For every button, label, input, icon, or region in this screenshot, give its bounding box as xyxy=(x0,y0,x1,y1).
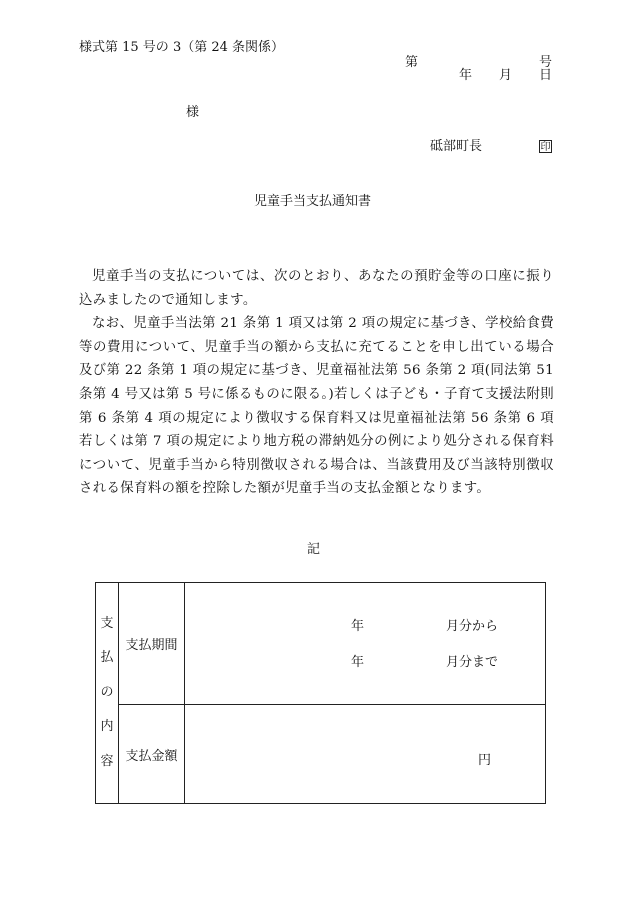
section-char: の xyxy=(100,684,114,700)
ki-heading: 記 xyxy=(307,542,321,557)
date-month: 月 xyxy=(499,68,513,83)
period-to-month: 月分まで xyxy=(446,655,499,670)
body-text xyxy=(79,265,554,501)
issue-no-suffix: 号 xyxy=(539,55,553,70)
seal-mark xyxy=(539,140,552,153)
amount-label: 支払金額 xyxy=(119,705,185,804)
period-to-year: 年 xyxy=(351,655,365,670)
section-char: 払 xyxy=(100,650,114,666)
period-value-cell[interactable] xyxy=(185,583,546,705)
document-title: 児童手当支払通知書 xyxy=(254,194,372,209)
amount-value-cell[interactable] xyxy=(185,705,546,804)
section-label-cell xyxy=(96,583,119,804)
section-char: 容 xyxy=(100,753,114,769)
period-from-month: 月分から xyxy=(446,619,499,634)
period-from-year: 年 xyxy=(351,619,365,634)
payment-table xyxy=(95,582,546,804)
sender-name: 砥部町長 xyxy=(430,139,483,154)
amount-unit: 円 xyxy=(478,753,492,768)
issue-no-prefix: 第 xyxy=(405,55,419,70)
section-char: 内 xyxy=(100,719,114,735)
date-day: 日 xyxy=(539,68,553,83)
section-char: 支 xyxy=(100,615,114,631)
body-paragraph-1: 児童手当の支払については、次のとおり、あなたの預貯金等の口座に振り込みましたので通知します。 xyxy=(79,269,554,308)
form-number: 様式第 15 号の 3（第 24 条関係） xyxy=(79,40,285,55)
addressee-suffix: 様 xyxy=(186,105,200,120)
date-year: 年 xyxy=(459,68,473,83)
seal-icon: 印 xyxy=(540,142,551,153)
body-paragraph-2: なお、児童手当法第 21 条第 1 項又は第 2 項の規定に基づき、学校給食費等の費用について、児童手当の額から支払に充てることを申し出ている場合及び第 22 条第 1 項の規定に基づき、児童福祉法第 56 条第 2 項(同法第 51 条第 4 号又は第 5 号に係るものに限る。)若しくは子ども・子育て支援法附則第 6 条第 4 項の規定により徴収する保育料又は児童福祉法第 56 条第 6 項若しくは第 7 項の規定により地方税の滞納処分の例により処分される保育料について、児童手当から特別徴収される場合は、当該費用及び当該特別徴収される保育料の額を控除した額が児童手当の支払金額となります。 xyxy=(79,316,554,497)
period-label: 支払期間 xyxy=(119,583,185,705)
